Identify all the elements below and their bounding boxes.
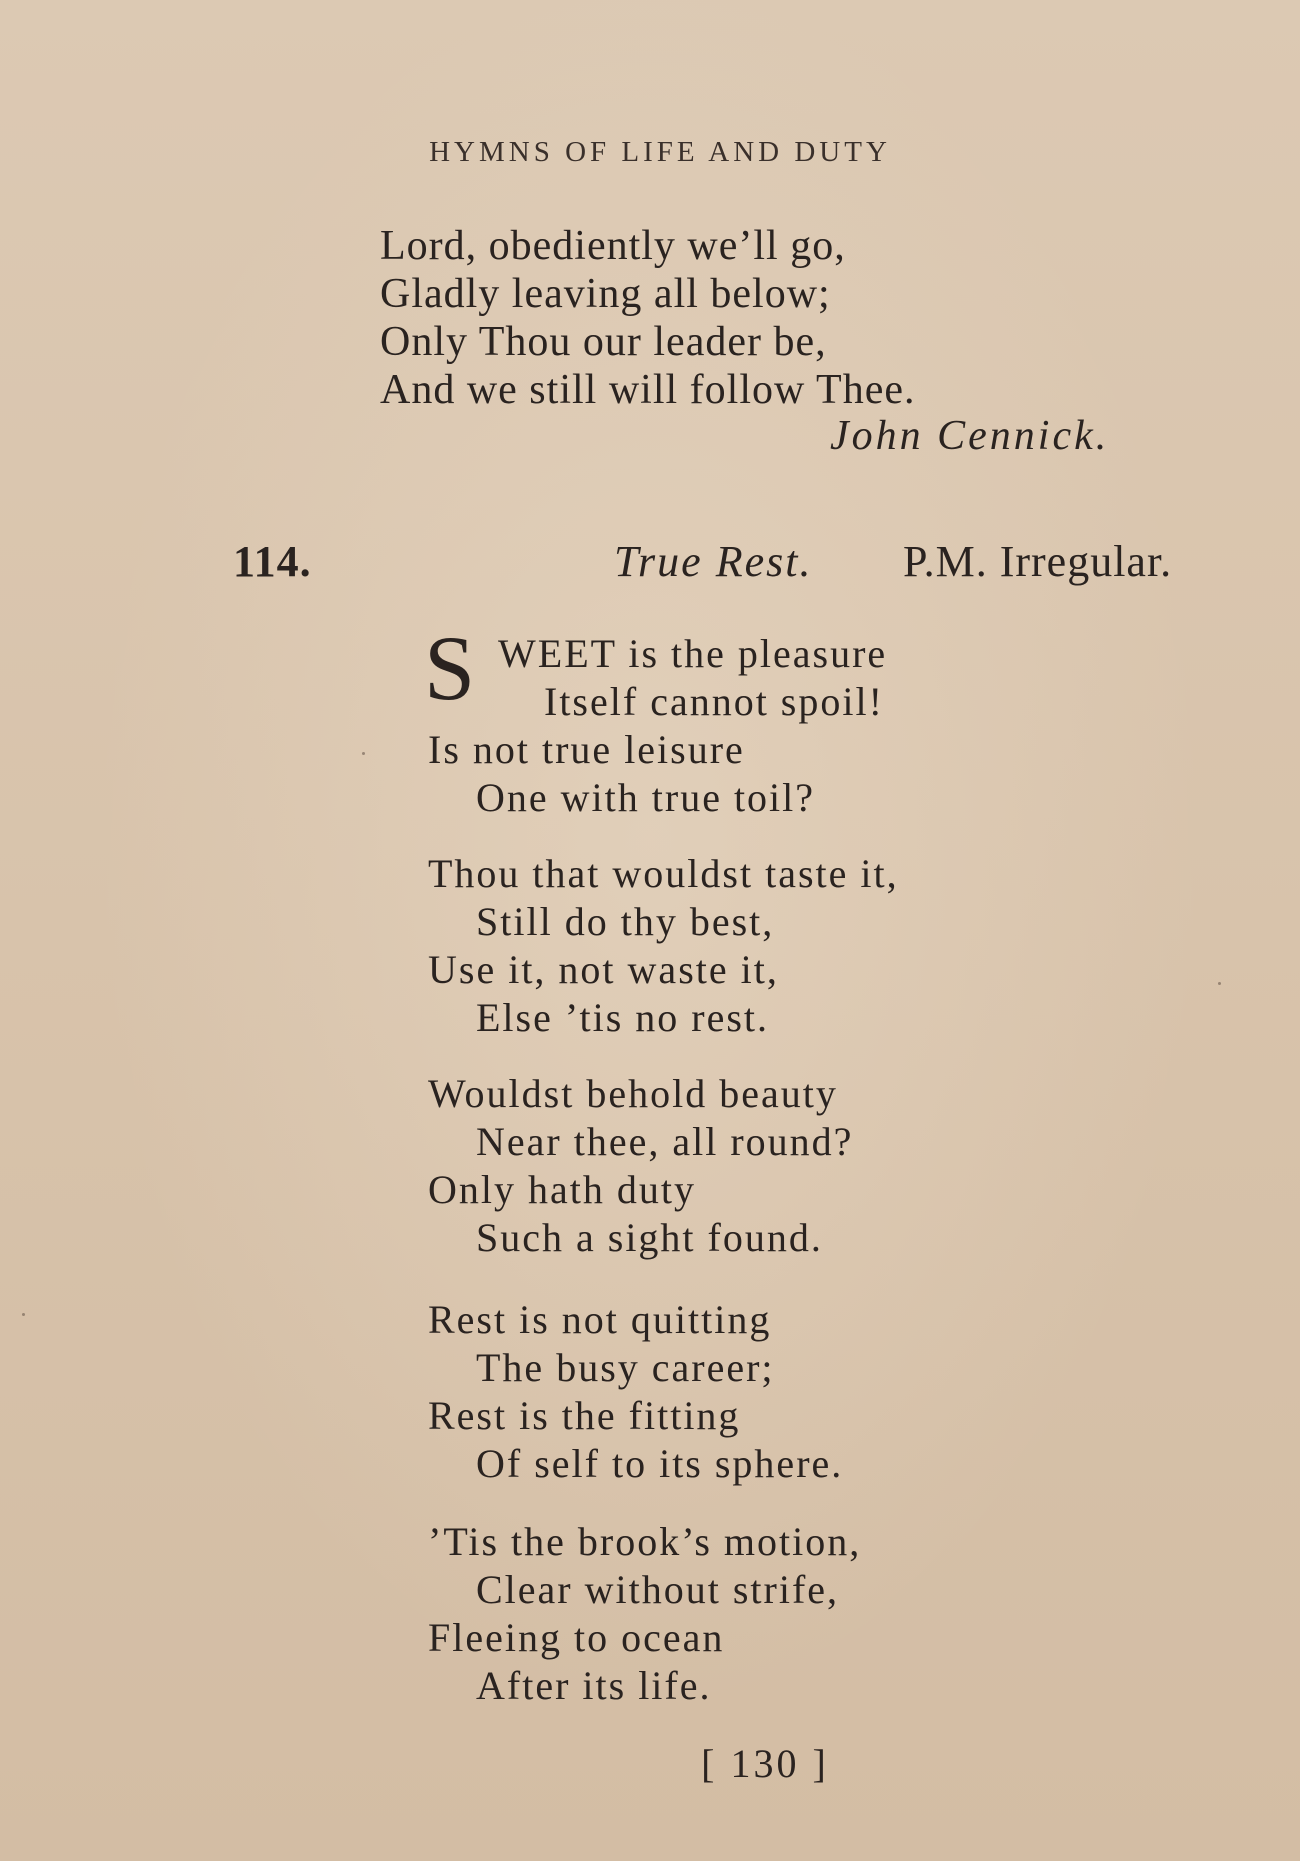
hymn-meter: P.M. Irregular. — [903, 537, 1173, 586]
paper-speck — [362, 752, 365, 755]
paper-speck — [22, 1313, 25, 1316]
poem-line: Is not true leisure — [428, 727, 745, 772]
stanza-2 — [428, 850, 899, 1042]
poem-line: Use it, not waste it, — [428, 947, 779, 992]
hymn-title: True Rest. — [614, 537, 813, 586]
stanza-1 — [424, 617, 888, 822]
poem-line: After its life. — [476, 1663, 712, 1708]
drop-cap: S — [424, 617, 478, 719]
poem-line: Fleeing to ocean — [428, 1615, 725, 1660]
running-head: HYMNS OF LIFE AND DUTY — [429, 136, 891, 168]
author-attribution: John Cennick. — [830, 413, 1110, 459]
poem-line: WEET is the pleasure — [498, 631, 888, 676]
stanza-5 — [428, 1518, 861, 1710]
poem-line: Only Thou our leader be, — [380, 319, 827, 365]
poem-line: Itself cannot spoil! — [544, 679, 884, 724]
poem-line: Lord, obediently we’ll go, — [380, 223, 846, 269]
drop-cap-block — [424, 617, 888, 726]
stanza-3 — [428, 1070, 853, 1262]
poem-line: Near thee, all round? — [476, 1119, 854, 1164]
poem-line: Still do thy best, — [476, 899, 775, 944]
poem-line: Clear without strife, — [476, 1567, 840, 1612]
poem-line: Of self to its sphere. — [476, 1441, 844, 1486]
stanza-4 — [428, 1296, 843, 1488]
poem-line: One with true toil? — [476, 775, 816, 820]
poem-line: Else ’tis no rest. — [476, 995, 770, 1040]
poem-line: Such a sight found. — [476, 1215, 823, 1260]
previous-hymn-stanza — [380, 222, 916, 414]
poem-line: Only hath duty — [428, 1167, 696, 1212]
poem-line: Rest is not quitting — [428, 1297, 772, 1342]
poem-line: ’Tis the brook’s motion, — [428, 1519, 862, 1564]
hymn-number: 114. — [233, 537, 312, 586]
poem-line: And we still will follow Thee. — [380, 367, 916, 413]
page-number: [ 130 ] — [701, 1741, 829, 1786]
poem-line: Rest is the fitting — [428, 1393, 741, 1438]
poem-line: Wouldst behold beauty — [428, 1071, 838, 1116]
poem-line: The busy career; — [476, 1345, 775, 1390]
poem-line: Gladly leaving all below; — [380, 271, 831, 317]
paper-speck — [1218, 982, 1221, 985]
poem-line: Thou that wouldst taste it, — [428, 851, 899, 896]
